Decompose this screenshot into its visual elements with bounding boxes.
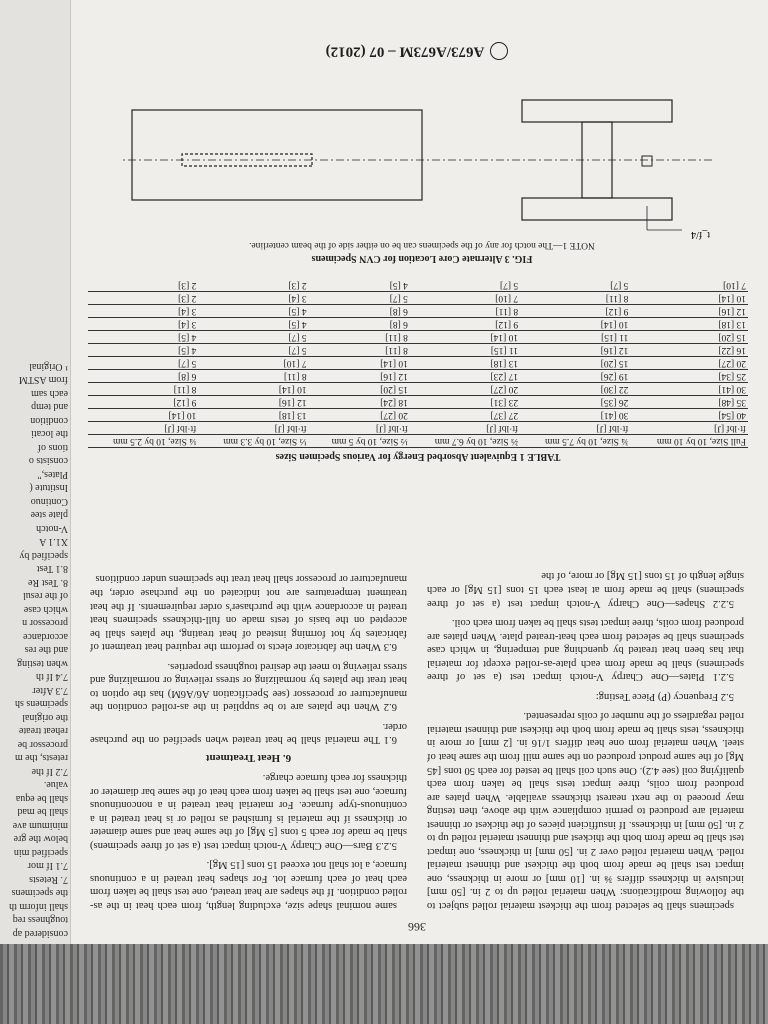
document-page [72, 20, 762, 940]
table-cell: 3 [4] [198, 292, 308, 305]
table-cell: 17 [23] [410, 370, 520, 383]
table-row [88, 305, 748, 318]
table-grid [88, 279, 748, 448]
facing-line: 7.4 If th [36, 671, 68, 683]
facing-line: the locati [31, 428, 68, 440]
column-unit: ft·lbf [J] [630, 422, 748, 435]
table-cell: 13 [18] [410, 357, 520, 370]
column-header: ⅔ Size, 10 by 6.7 mm [410, 435, 520, 448]
facing-line: Institute ( [29, 482, 68, 494]
table-cell: 2 [3] [88, 292, 198, 305]
table-cell: 10 [14] [520, 318, 630, 331]
paragraph: 5.2.2 Shapes—One Charpy V-notch impact test (a set of three specimens) shall be made from at least each 15 tons [15 Mg] or each single length of 15 tons [15 Mg] or more, of the [427, 570, 744, 609]
table-cell: 26 [35] [520, 396, 630, 409]
energy-table [88, 279, 748, 462]
paragraph: same nominal shape size, excluding length, from each heat in the as-rolled condition. If the shapes are heat treated, one test shall be taken from each heat of each furnace lot. For shapes heat treated in a continuous furnace, a lot shall not exceed 15 tons [15 Mg]. [90, 859, 407, 911]
table-cell: 4 [5] [198, 305, 308, 318]
paragraph: 6.3 When the fabricator elects to perform the required heat treatment of fabricates by hot forming instead of heat treating, the plates shall be accepted on the basis of tests made on full-thickness specimens heat treated in accordance with the purchaser's order requirements. If the heat treatment temperatures are not indicated on the purchase order, the manufacturer or processor shall heat treat the specimens under conditions [90, 573, 407, 653]
table-cell: 5 [7] [520, 279, 630, 292]
table-cell: 18 [24] [309, 396, 410, 409]
column-header: ¼ Size, 10 by 2.5 mm [88, 435, 198, 448]
facing-line: ¹ Original [29, 361, 68, 372]
table-cell: 6 [8] [88, 370, 198, 383]
table-cell: 10 [14] [410, 331, 520, 344]
paragraph: 6.2 When the plates are to be supplied in the as-rolled condition the manufacturer or processor (see Specification A6/A6M) has the option to heat treat the plates by normalizing or stress relieving or normalizing and stress relieving to meet the desired toughness properties. [90, 660, 407, 713]
facing-line: Continuo [30, 496, 68, 507]
paragraph: specimens shall be selected from the thickest material rolled subject to the following modifications: When material rolled up to 2 in. [50 mm] inclusive in thickness differs ⅜ in. [10 mm] or more in thickness, one impact test shall be made from both the thickest and thinnest material rolled. When material rolled over 2 in. [50 mm] in thickness, one impact test shall be made from both the thickest and thinnest material rolled up to 2 in. [50 mm] in thickness. If insufficient pieces of the thickest or thinnest material are produced to permit compliance with the above, then testing may proceed to the next nearest thickness available. When plates are produced from coils, three impact tests shall be taken from each qualifying coil (see 4.2). One such coil shall be tested for each 50 tons [45 Mg] of the same product produced on the same mill from the same heat of steel. When material from one heat differs 1/16 in. [2 mm] or more in thickness, tests shall be made from both the thickest and thinnest material rolled regardless of the number of coils represented. [427, 710, 744, 911]
figure-caption: FIG. 3 Alternate Core Location for CVN Specimens [311, 253, 533, 264]
table-cell: 4 [5] [88, 331, 198, 344]
table-cell: 12 [16] [309, 370, 410, 383]
paragraph: 6.1 The material shall be heat treated when specified on the purchase order. [90, 720, 407, 746]
facing-line: processor n [22, 617, 68, 629]
table-cell: 27 [37] [410, 409, 520, 422]
table-cell: 8 [11] [198, 370, 308, 383]
table-cell: 8 [11] [520, 292, 630, 305]
facing-line: 8. Test Re [28, 577, 68, 588]
table-row [88, 331, 748, 344]
table-cell: 12 [16] [198, 396, 308, 409]
text-columns [90, 472, 744, 912]
table-cell: 10 [14] [198, 383, 308, 396]
facing-line: consists o [28, 455, 68, 467]
table-cell: 15 [20] [309, 383, 410, 396]
text-column-right [90, 472, 407, 912]
figure-note: NOTE 1—The notch for any of the specimens can be on either side of the beam centerline. [249, 240, 595, 250]
facing-line: retests, the m [14, 752, 68, 764]
facing-line: 8.1 Test [36, 563, 68, 575]
table-title: TABLE 1 Equivalent Absorbed Energy for Various Specimen Sizes [275, 451, 561, 462]
document-title: A673/A673M – 07 (2012) [325, 43, 485, 60]
table-cell: 5 [7] [198, 344, 308, 357]
table-cell: 7 [10] [410, 292, 520, 305]
facing-line: plate stee [30, 509, 68, 521]
facing-line: specimens sh [14, 698, 68, 710]
table-row [88, 279, 748, 292]
facing-line: specified by [19, 550, 68, 561]
book-gutter [0, 0, 71, 1024]
facing-line: accordance [23, 631, 68, 642]
table-cell: 20 [27] [309, 409, 410, 422]
table-cell: 8 [11] [88, 383, 198, 396]
table-cell: 12 [16] [520, 344, 630, 357]
table-cell: 25 [34] [630, 370, 748, 383]
facing-line: specified min [13, 847, 68, 858]
facing-line: 7.2 If the [31, 766, 68, 777]
column-header: ⅓ Size, 10 by 3.3 mm [198, 435, 308, 448]
table-row [88, 357, 748, 370]
specimen-side-view [132, 110, 422, 200]
table-cell: 9 [12] [88, 396, 198, 409]
table-cell: 3 [4] [88, 318, 198, 331]
table-cell: 16 [22] [630, 344, 748, 357]
page-number: 366 [408, 920, 426, 934]
table-cell: 9 [12] [410, 318, 520, 331]
table-cell: 15 [20] [520, 357, 630, 370]
facing-page-fragment [2, 10, 68, 940]
scanner-edge [0, 944, 768, 1024]
facing-line: 7. Retests [29, 874, 68, 885]
paragraph: 5.2.1 Plates—One Charpy V-notch impact test (a set of three specimens) shall be made from each plate-as-rolled except for material that has been heat treated by quenching and tempering, in which case specimens shall be selected from each heat-treated plate. When plates are produced from coils, three impact tests shall be taken from each coil. [427, 617, 744, 683]
table-cell: 12 [16] [630, 305, 748, 318]
table-cell: 6 [8] [309, 318, 410, 331]
facing-line: the original [22, 712, 68, 723]
facing-line: each sam [31, 388, 68, 399]
table-cell: 4 [5] [309, 279, 410, 292]
table-cell: 30 [41] [630, 383, 748, 396]
column-unit: ft·lbf [J] [410, 422, 520, 435]
table-cell: 10 [14] [88, 409, 198, 422]
document-header [72, 42, 762, 60]
facing-line: Plates," [37, 469, 68, 480]
table-row [88, 318, 748, 331]
text-column-left [427, 472, 744, 912]
facing-line: shall be equa [15, 793, 68, 804]
facing-line: tions of [37, 442, 68, 453]
facing-line: processor be [17, 739, 68, 750]
facing-line: value. [43, 779, 68, 791]
table-cell: 15 [20] [630, 331, 748, 344]
beam-section-drawing [522, 100, 682, 230]
table-header-row [88, 435, 748, 448]
facing-line: of the resul [23, 590, 68, 602]
column-header: ¾ Size, 10 by 7.5 mm [520, 435, 630, 448]
facing-line: condition [30, 415, 68, 426]
table-cell: 10 [14] [630, 292, 748, 305]
table-cell: 11 [15] [520, 331, 630, 344]
table-row [88, 396, 748, 409]
paragraph: 5.2.3 Bars—One Charpy V-notch impact test (a set of three specimens) shall be made for each 5 tons [5 Mg] of the same heat and same diameter or thickness if the material is furnished as rolled or is heat treated in a continuous-type furnace. For material heat treated in a noncontinuous furnace, one test shall be taken from each heat of the same bar diameter or thickness for each furnace charge. [90, 772, 407, 851]
table-cell: 8 [11] [410, 305, 520, 318]
table-row [88, 409, 748, 422]
table-cell: 35 [48] [630, 396, 748, 409]
table-body [88, 279, 748, 422]
table-cell: 10 [14] [309, 357, 410, 370]
table-cell: 5 [7] [309, 292, 410, 305]
facing-line: and the res [24, 644, 68, 656]
table-cell: 8 [11] [309, 331, 410, 344]
table-cell: 7 [10] [198, 357, 308, 370]
table-cell: 5 [7] [88, 357, 198, 370]
column-unit: ft·lbf [J] [309, 422, 410, 435]
facing-line: minimum ave [12, 820, 68, 831]
table-cell: 30 [41] [520, 409, 630, 422]
facing-line: and temp [31, 401, 68, 413]
table-cell: 2 [3] [88, 279, 198, 292]
table-units-row [88, 422, 748, 435]
facing-line: reheat treate [18, 725, 68, 737]
table-cell: 20 [27] [630, 357, 748, 370]
table-row [88, 370, 748, 383]
table-cell: 9 [12] [520, 305, 630, 318]
facing-line: shall be mad [17, 806, 68, 818]
table-cell: 11 [15] [410, 344, 520, 357]
facing-line: 7.1 If mor [27, 860, 68, 872]
table-cell: 22 [30] [520, 383, 630, 396]
column-unit: ft·lbf [J] [520, 422, 630, 435]
facing-line: when testing [17, 658, 68, 669]
facing-line: which case [23, 604, 68, 615]
table-cell: 23 [31] [410, 396, 520, 409]
facing-line: from ASTM [18, 374, 68, 386]
table-cell: 13 [18] [630, 318, 748, 331]
table-cell: 5 [7] [198, 331, 308, 344]
dimension-label: t_f/4 [691, 229, 710, 240]
table-cell: 8 [11] [309, 344, 410, 357]
column-header: ½ Size, 10 by 5 mm [309, 435, 410, 448]
astm-logo-icon [490, 42, 508, 60]
table-cell: 4 [5] [88, 344, 198, 357]
table-row [88, 383, 748, 396]
table-cell: 19 [26] [520, 370, 630, 383]
table-cell: 13 [18] [198, 409, 308, 422]
section-heading: 6. Heat Treatment [205, 751, 292, 764]
column-unit: ft·lbf [J] [88, 422, 198, 435]
facing-line: shall inform th [9, 901, 68, 912]
table-row [88, 292, 748, 305]
table-cell: 6 [8] [309, 305, 410, 318]
table-cell: 7 [10] [630, 279, 748, 292]
facing-line: toughness req [12, 914, 68, 926]
column-unit: ft·lbf [J] [198, 422, 308, 435]
facing-line: V-notch [36, 523, 68, 534]
facing-line: below the gre [13, 833, 68, 845]
paragraph: 5.2 Frequency (P) Piece Testing: [595, 690, 734, 702]
table-row [88, 344, 748, 357]
table-cell: 2 [3] [198, 279, 308, 292]
table-cell: 3 [4] [88, 305, 198, 318]
table-cell: 4 [5] [198, 318, 308, 331]
facing-line: considered ap [12, 928, 68, 939]
cvn-specimen-figure [112, 90, 722, 240]
facing-line: X1.1 A [39, 536, 68, 548]
table-cell: 20 [27] [410, 383, 520, 396]
facing-line: the specimens [11, 887, 68, 899]
facing-line: 7.3 After [32, 685, 68, 696]
column-header: Full Size, 10 by 10 mm [630, 435, 748, 448]
table-cell: 40 [54] [630, 409, 748, 422]
table-cell: 5 [7] [410, 279, 520, 292]
